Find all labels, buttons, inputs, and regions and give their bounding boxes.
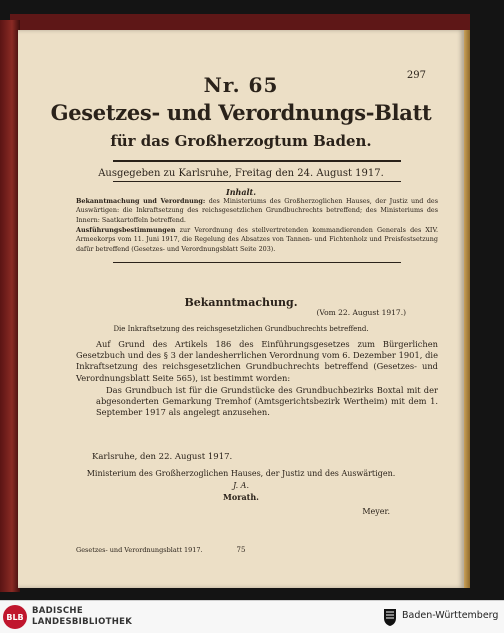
page-number: 297 [406,70,426,81]
page-footer-title: Gesetzes- und Verordnungsblatt 1917. [76,546,203,554]
body-paragraph: Auf Grund des Artikels 186 des Einführungsgesetzes zum Bürgerlichen Gesetzbuch und des § 3 der landesherrlichen Verordnung vom 6. Dezember 1901, die Inkraftsetzung des reichsgesetzlichen Grundbuchrechts betreffend (Gesetzes- und Verordnungsblatt Seite 565), ist bestimmt worden: [76,339,438,383]
book-cover-edge [0,20,20,592]
section-subject: Die Inkraftsetzung des reichsgesetzlichen Grundbuchrechts betreffend. [113,325,369,333]
library-name-line2: LANDESBIBLIOTHEK [32,617,133,627]
page-footer-number: 75 [236,546,246,554]
state-crest-icon [383,607,397,627]
place-date: Karlsruhe, den 22. August 1917. [92,452,233,462]
contents-entry-text: des Ministeriums des Großherzoglichen Hauses, der Justiz und des Auswärtigen: die Inkraftsetzung des reichsgesetzlichen Grundbuchrechts betreffend; des Ministeriums des Innern: Saatkartoffeln betreffend. [76,197,438,224]
ua-abbrev: J. A. [233,481,249,490]
section-title: Bekanntmachung. [184,296,298,309]
contents-entry-label: Ausführungsbestimmungen [76,226,176,234]
ministry-line: Ministerium des Großherzoglichen Hauses, der Justiz und des Auswärtigen. [86,469,396,478]
book-cover-top [10,14,470,30]
branding-footer [0,600,504,633]
section-date: (Vom 22. August 1917.) [316,308,406,317]
blb-logo-icon[interactable]: BLB [3,605,27,629]
contents-entry-text: zur Verordnung des stellvertretenden kommandierenden Generals des XIV. Armeekorps vom 11. Juni 1917, die Regelung des Absatzes von Tannen- und Fichtenholz und Preisfestsetzung dafür betreffend (Gesetzes- und Verordnungsblatt Seite 203). [76,226,438,253]
contents-entry-label: Bekanntmachung und Verordnung: [76,197,206,205]
contents-rule [113,262,401,263]
library-name-line1: BADISCHE [32,606,83,616]
contents-entry [76,226,438,254]
contents-entry [76,197,438,225]
issued-rule [113,181,401,182]
scanned-page [18,30,464,588]
countersigner-name: Meyer. [362,507,390,516]
signer-name: Morath. [223,492,259,502]
page-subtitle: für das Großherzogtum Baden. [110,132,372,150]
issue-date-line: Ausgegeben zu Karlsruhe, Freitag den 24. August 1917. [98,168,384,179]
state-name[interactable]: Baden-Württemberg [402,610,499,621]
library-name [32,606,132,628]
page-title: Gesetzes- und Verordnungs-Blatt [50,100,432,125]
contents-heading: Inhalt. [225,187,257,197]
quoted-provision: Das Grundbuch ist für die Grundstücke des Grundbuchbezirks Boxtal mit der abgesonderten Gemarkung Tremhof (Amtsgerichtsbezirk Wertheim) mit dem 1. September 1917 als angelegt anzusehen. [96,385,438,418]
issue-number: Nr. 65 [203,73,279,97]
top-rule [113,160,401,162]
page-edge [464,30,470,588]
